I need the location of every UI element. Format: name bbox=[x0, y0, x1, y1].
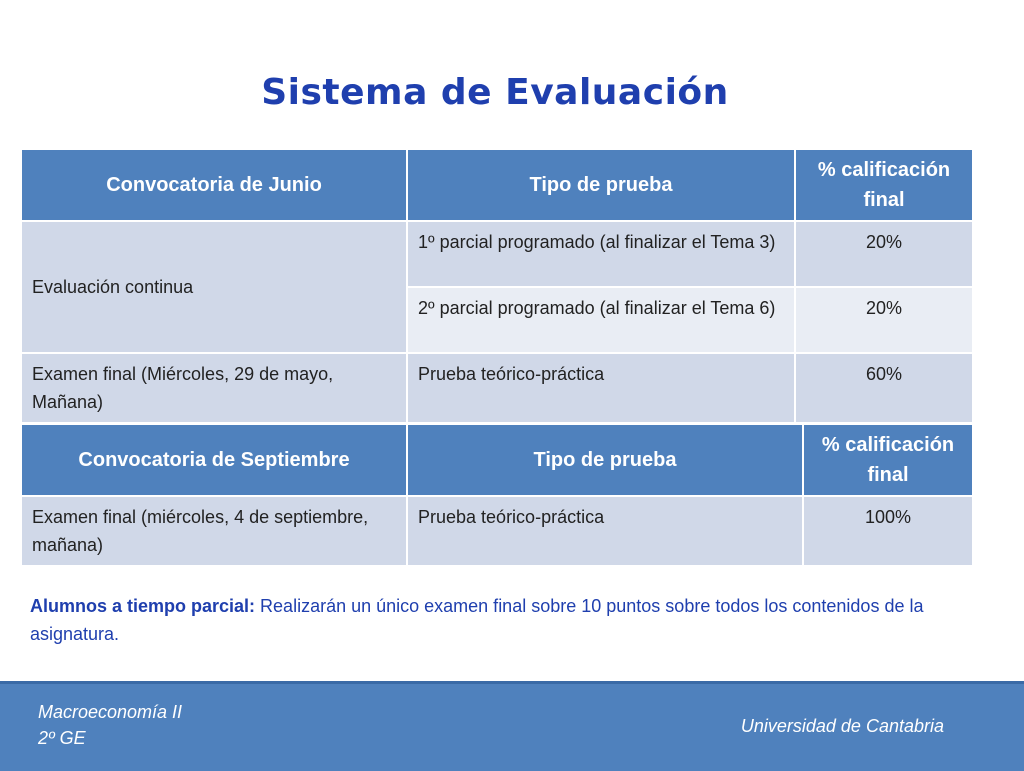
header-porcentaje: % calificación final bbox=[795, 149, 973, 221]
course-info bbox=[38, 699, 182, 751]
september-evaluation-table bbox=[20, 423, 974, 567]
cell-tipo: Prueba teórico-práctica bbox=[407, 353, 795, 423]
course-group: 2º GE bbox=[38, 728, 86, 748]
cell-tipo: Prueba teórico-práctica bbox=[407, 496, 803, 566]
cell-tipo: 2º parcial programado (al finalizar el Tema 6) bbox=[407, 287, 795, 353]
university-name: Universidad de Cantabria bbox=[740, 716, 944, 736]
table-row bbox=[21, 353, 973, 423]
table-row bbox=[21, 221, 973, 287]
header-tipo: Tipo de prueba bbox=[407, 149, 795, 221]
course-name: Macroeconomía II bbox=[38, 702, 183, 722]
header-porcentaje: % calificación final bbox=[803, 424, 973, 496]
cell-porcentaje: 60% bbox=[795, 353, 973, 423]
header-tipo: Tipo de prueba bbox=[407, 424, 803, 496]
cell-porcentaje: 20% bbox=[795, 221, 973, 287]
june-evaluation-table bbox=[20, 148, 974, 424]
note-text: Realizarán un único examen final sobre 10 puntos sobre todos los contenidos de la asignatura. bbox=[30, 596, 924, 644]
table-header-row bbox=[21, 149, 973, 221]
header-convocatoria: Convocatoria de Septiembre bbox=[21, 424, 407, 496]
slide-footer bbox=[0, 681, 1024, 771]
cell-porcentaje: 20% bbox=[795, 287, 973, 353]
header-convocatoria: Convocatoria de Junio bbox=[21, 149, 407, 221]
note-label: Alumnos a tiempo parcial: bbox=[30, 596, 256, 616]
cell-tipo: 1º parcial programado (al finalizar el Tema 3) bbox=[407, 221, 795, 287]
cell-convocatoria: Examen final (Miércoles, 29 de mayo, Mañana) bbox=[21, 353, 407, 423]
slide-title: Sistema de Evaluación bbox=[261, 72, 729, 113]
table-header-row bbox=[21, 424, 973, 496]
table-row bbox=[21, 496, 973, 566]
cell-convocatoria: Evaluación continua bbox=[21, 221, 407, 353]
cell-porcentaje: 100% bbox=[803, 496, 973, 566]
cell-convocatoria: Examen final (miércoles, 4 de septiembre, mañana) bbox=[21, 496, 407, 566]
part-time-note bbox=[30, 592, 930, 648]
